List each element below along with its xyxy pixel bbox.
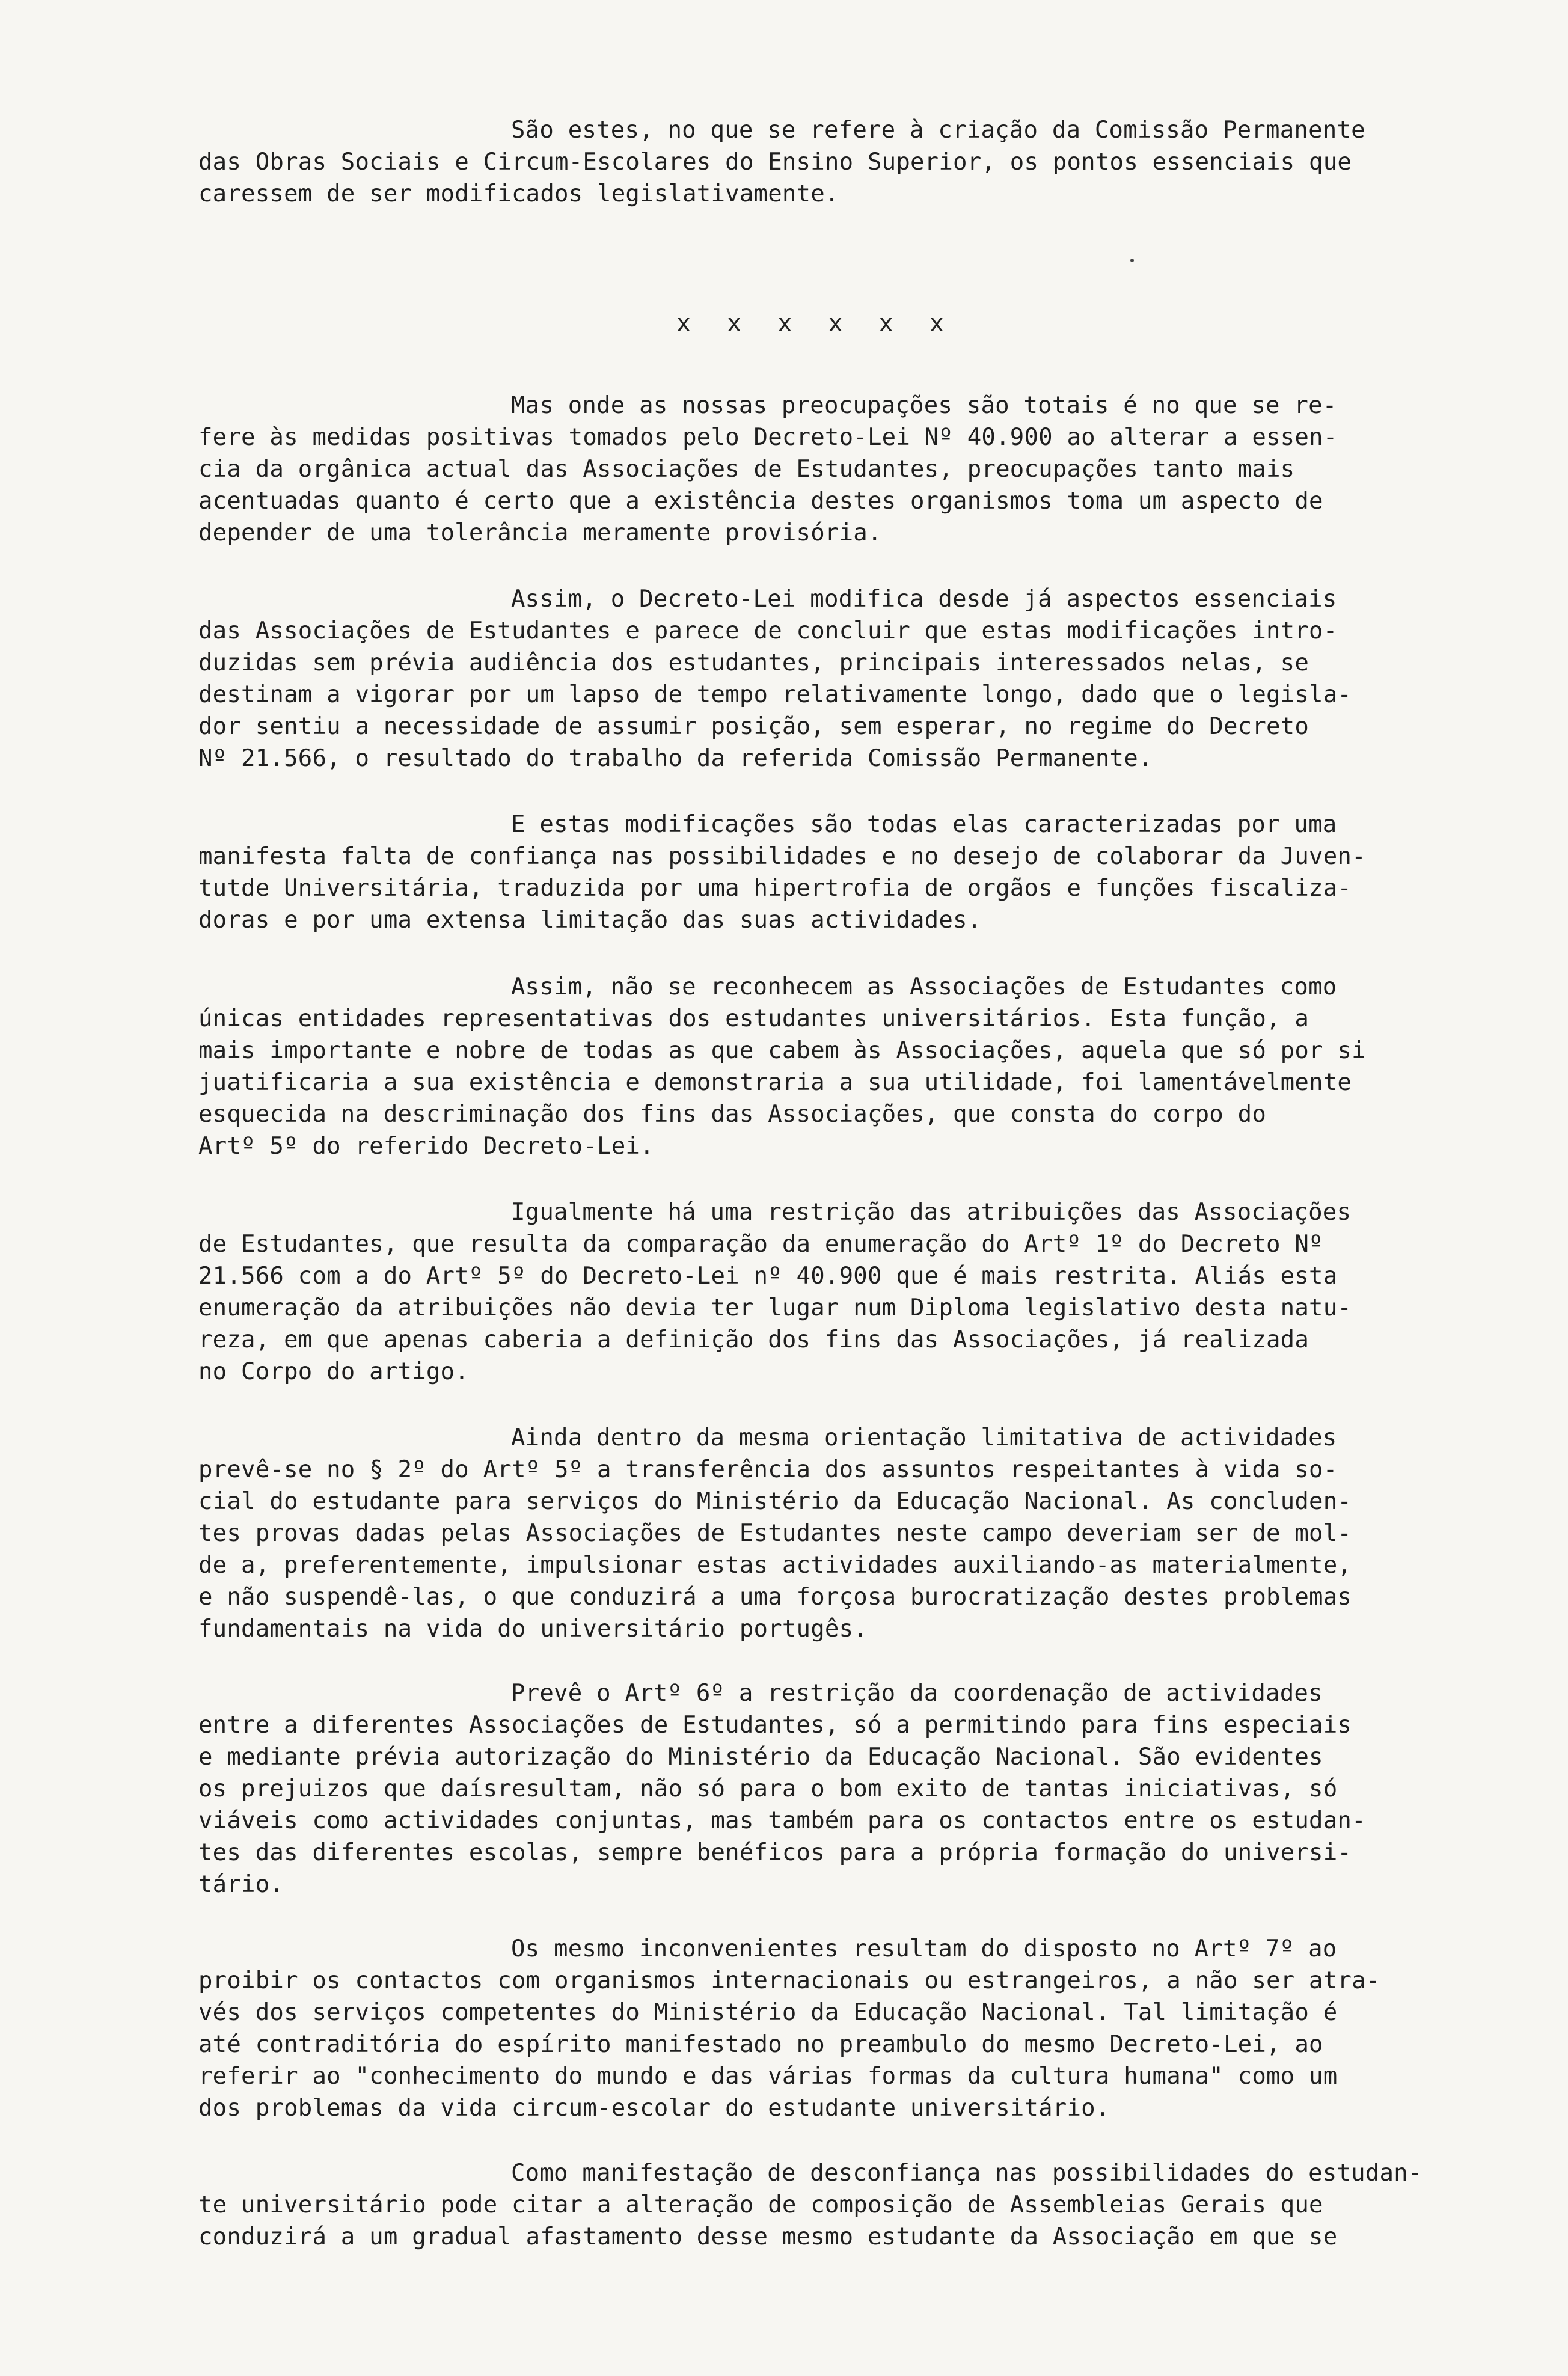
text-line: Mas onde as nossas preocupações são totais é no que se re- (511, 392, 1337, 419)
text-line: destinam a vigorar por um lapso de tempo relativamente longo, dado que o legisla- (198, 681, 1352, 708)
paragraph-modifications (198, 583, 1461, 774)
text-line: os prejuizos que daísresultam, não só para o bom exito de tantas iniciativas, só (198, 1775, 1338, 1802)
text-line: esquecida na descriminação dos fins das Associações, que consta do corpo do (198, 1101, 1266, 1128)
paragraph-international-contacts (198, 1933, 1461, 2124)
text-line: prevê-se no § 2º do Artº 5º a transferência dos assuntos respeitantes à vida so- (198, 1456, 1338, 1483)
text-line: únicas entidades representativas dos estudantes universitários. Esta função, a (198, 1005, 1309, 1032)
section-separator: x x x x x x (676, 310, 955, 337)
text-line: juatificaria a sua existência e demonstraria a sua utilidade, foi lamentávelmente (198, 1069, 1352, 1096)
text-line: dos problemas da vida circum-escolar do estudante universitário. (198, 2095, 1110, 2122)
text-line: e mediante prévia autorização do Ministério da Educação Nacional. São evidentes (198, 1744, 1323, 1771)
text-line: no Corpo do artigo. (198, 1358, 469, 1385)
text-line: te universitário pode citar a alteração de composição de Assembleias Gerais que (198, 2191, 1323, 2218)
text-line: manifesta falta de confiança nas possibilidades e no desejo de colaborar da Juven- (198, 843, 1366, 870)
text-line: Artº 5º do referido Decreto-Lei. (198, 1133, 654, 1160)
text-line: proibir os contactos com organismos internacionais ou estrangeiros, a não ser atra- (198, 1967, 1380, 1994)
paragraph-commission-points (198, 114, 1461, 210)
text-line: vés dos serviços competentes do Ministério da Educação Nacional. Tal limitação é (198, 1999, 1338, 2026)
text-line: fundamentais na vida do universitário portugês. (198, 1615, 868, 1643)
text-line: das Associações de Estudantes e parece de concluir que estas modificações intro- (198, 617, 1338, 645)
text-line: referir ao "conhecimento do mundo e das várias formas da cultura humana" como um (198, 2063, 1338, 2090)
text-line: viáveis como actividades conjuntas, mas também para os contactos entre os estudan- (198, 1807, 1366, 1834)
text-line: cia da orgânica actual das Associações de Estudantes, preocupações tanto mais (198, 456, 1295, 483)
text-line: Assim, o Decreto-Lei modifica desde já aspectos essenciais (511, 586, 1337, 613)
text-line: 21.566 com a do Artº 5º do Decreto-Lei nº 40.900 que é mais restrita. Aliás esta (198, 1263, 1338, 1290)
text-line: depender de uma tolerância meramente provisória. (198, 519, 882, 547)
text-line: de a, preferentemente, impulsionar estas actividades auxiliando-as materialmente, (198, 1552, 1352, 1579)
text-line: duzidas sem prévia audiência dos estudantes, principais interessados nelas, se (198, 649, 1309, 676)
text-line: até contraditória do espírito manifestado no preambulo do mesmo Decreto-Lei, ao (198, 2031, 1323, 2058)
text-line: tes das diferentes escolas, sempre benéficos para a própria formação do universi- (198, 1839, 1352, 1866)
text-line: das Obras Sociais e Circum-Escolares do Ensino Superior, os pontos essenciais que (198, 148, 1352, 176)
text-line: tes provas dadas pelas Associações de Estudantes neste campo deveriam ser de mol- (198, 1520, 1352, 1547)
paragraph-lack-of-confidence (198, 809, 1461, 936)
text-line: Assim, não se reconhecem as Associações de Estudantes como (511, 973, 1337, 1000)
paragraph-representation (198, 971, 1461, 1162)
text-line: doras e por uma extensa limitação das suas actividades. (198, 907, 982, 934)
text-line: dor sentiu a necessidade de assumir posição, sem esperar, no regime do Decreto (198, 713, 1309, 740)
text-line: Os mesmo inconvenientes resultam do disposto no Artº 7º ao (511, 1935, 1337, 1962)
text-line: tutde Universitária, traduzida por uma hipertrofia de orgãos e funções fiscaliza- (198, 875, 1352, 902)
paragraph-general-assemblies (198, 2157, 1461, 2253)
text-line: de Estudantes, que resulta da comparação da enumeração do Artº 1º do Decreto Nº (198, 1231, 1323, 1258)
text-line: Igualmente há uma restrição das atribuições das Associações (511, 1199, 1352, 1226)
ink-speck (1130, 259, 1134, 262)
text-line: caressem de ser modificados legislativamente. (198, 180, 839, 207)
text-line: Como manifestação de desconfiança nas possibilidades do estudan- (511, 2160, 1423, 2187)
text-line: E estas modificações são todas elas caracterizadas por uma (511, 811, 1337, 838)
text-line: cial do estudante para serviços do Ministério da Educação Nacional. As concluden- (198, 1488, 1352, 1515)
paragraph-coordination-restriction (198, 1677, 1461, 1900)
text-line: Ainda dentro da mesma orientação limitativa de actividades (511, 1424, 1337, 1451)
text-line: mais importante e nobre de todas as que cabem às Associações, aquela que só por si (198, 1037, 1366, 1064)
text-line: reza, em que apenas caberia a definição dos fins das Associações, já realizada (198, 1326, 1309, 1353)
text-line: fere às medidas positivas tomados pelo Decreto-Lei Nº 40.900 ao alterar a essen- (198, 424, 1338, 451)
paragraph-concerns (198, 390, 1461, 549)
text-line: Nº 21.566, o resultado do trabalho da referida Comissão Permanente. (198, 745, 1153, 772)
paragraph-restriction-attributions (198, 1196, 1461, 1388)
text-line: e não suspendê-las, o que conduzirá a uma forçosa burocratização destes problemas (198, 1584, 1352, 1611)
text-line: acentuadas quanto é certo que a existência destes organismos toma um aspecto de (198, 488, 1323, 515)
text-line: enumeração da atribuições não devia ter lugar num Diploma legislativo desta natu- (198, 1294, 1352, 1321)
text-line: Prevê o Artº 6º a restrição da coordenação de actividades (511, 1680, 1323, 1707)
text-line: tário. (198, 1871, 284, 1898)
text-line: São estes, no que se refere à criação da Comissão Permanente (511, 117, 1365, 144)
text-line: conduzirá a um gradual afastamento desse mesmo estudante da Associação em que se (198, 2223, 1338, 2250)
text-line: entre a diferentes Associações de Estudantes, só a permitindo para fins especiais (198, 1712, 1352, 1739)
paragraph-social-transfer (198, 1422, 1461, 1645)
